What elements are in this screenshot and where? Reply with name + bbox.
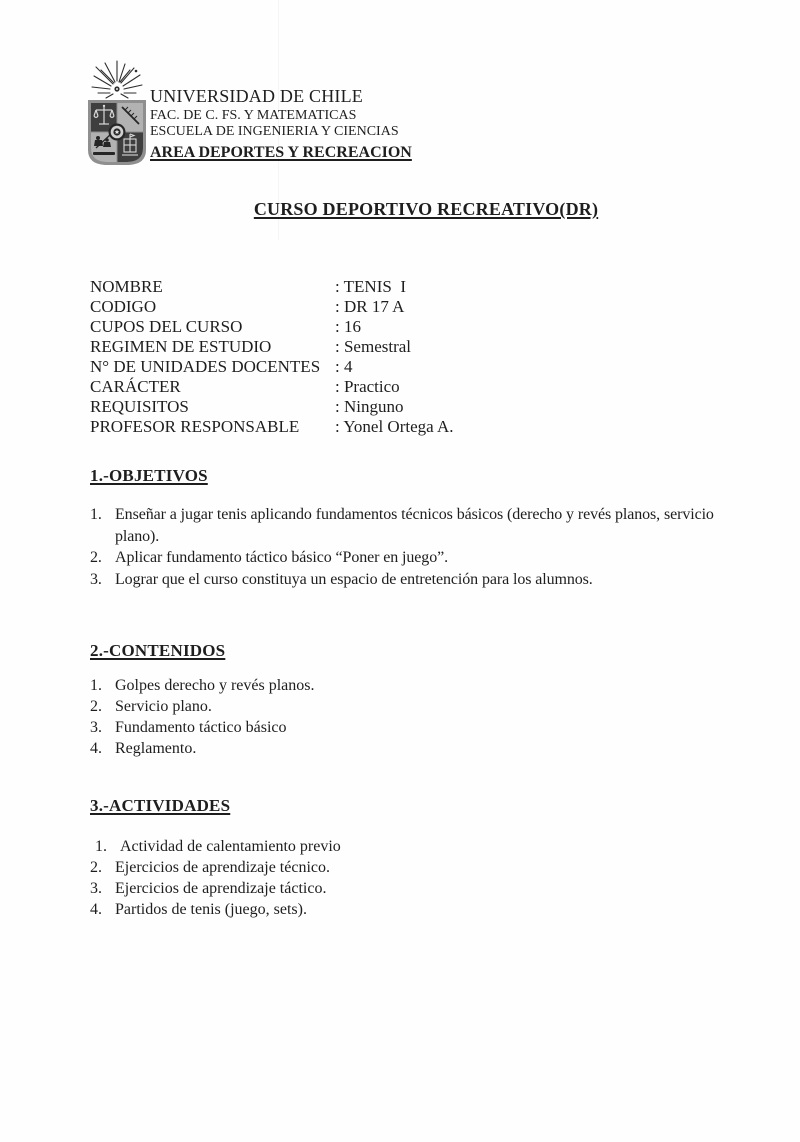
list-item: Servicio plano. <box>115 698 212 715</box>
info-row-nombre <box>90 277 454 297</box>
university-name: UNIVERSIDAD DE CHILE <box>150 86 363 106</box>
faculty-name: FAC. DE C. FS. Y MATEMATICAS <box>150 108 357 123</box>
list-item: Ejercicios de aprendizaje técnico. <box>115 859 330 876</box>
list-item: Fundamento táctico básico <box>115 719 287 736</box>
section-contenidos <box>90 640 722 759</box>
list-item: Enseñar a jugar tenis aplicando fundamentos técnicos básicos (derecho y revés planos, servicio plano). <box>115 506 714 545</box>
list-item: Reglamento. <box>115 740 197 757</box>
section-actividades <box>90 795 722 920</box>
info-label: REGIMEN DE ESTUDIO <box>90 337 272 356</box>
crest-starburst <box>92 61 142 98</box>
section-heading: 3.-ACTIVIDADES <box>90 796 231 815</box>
info-label: CODIGO <box>90 297 157 316</box>
section-heading: 1.-OBJETIVOS <box>90 466 208 485</box>
contenidos-list <box>90 675 722 759</box>
list-item: Lograr que el curso constituya un espacio de entretención para los alumnos. <box>115 570 593 588</box>
info-value: : 4 <box>335 357 353 376</box>
info-row-codigo <box>90 297 454 317</box>
info-value: : Yonel Ortega A. <box>335 417 454 436</box>
document-title: CURSO DEPORTIVO RECREATIVO(DR) <box>253 199 599 219</box>
area-name: AREA DEPORTES Y RECREACION <box>150 143 412 161</box>
info-row-caracter <box>90 377 454 397</box>
info-row-unidades <box>90 357 454 377</box>
section-heading: 2.-CONTENIDOS <box>90 641 226 660</box>
info-label: NOMBRE <box>90 277 163 296</box>
info-value: : TENIS I <box>335 277 406 296</box>
info-row-cupos <box>90 317 454 337</box>
info-label: REQUISITOS <box>90 397 189 416</box>
university-of-chile-crest-icon <box>84 58 150 168</box>
info-value: : Practico <box>335 377 400 396</box>
info-label: PROFESOR RESPONSABLE <box>90 417 300 436</box>
list-item: Ejercicios de aprendizaje táctico. <box>115 880 327 897</box>
info-value: : DR 17 A <box>335 297 405 316</box>
section-objetivos <box>90 465 722 590</box>
actividades-list <box>90 836 722 920</box>
info-value: : 16 <box>335 317 361 336</box>
info-label: CUPOS DEL CURSO <box>90 317 243 336</box>
list-item: Actividad de calentamiento previo <box>120 838 341 855</box>
list-item: Aplicar fundamento táctico básico “Poner en juego”. <box>115 549 448 566</box>
school-name: ESCUELA DE INGENIERIA Y CIENCIAS <box>150 124 399 139</box>
info-value: : Semestral <box>335 337 412 356</box>
info-row-requisitos <box>90 397 454 417</box>
course-info-list <box>90 277 454 437</box>
info-row-profesor <box>90 417 454 437</box>
info-row-regimen <box>90 337 454 357</box>
info-label: CARÁCTER <box>90 377 181 396</box>
objetivos-list <box>90 504 722 590</box>
info-value: : Ninguno <box>335 397 404 416</box>
info-label: N° DE UNIDADES DOCENTES <box>90 357 321 376</box>
list-item: Golpes derecho y revés planos. <box>115 677 315 694</box>
letterhead <box>150 84 412 163</box>
list-item: Partidos de tenis (juego, sets). <box>115 901 307 918</box>
